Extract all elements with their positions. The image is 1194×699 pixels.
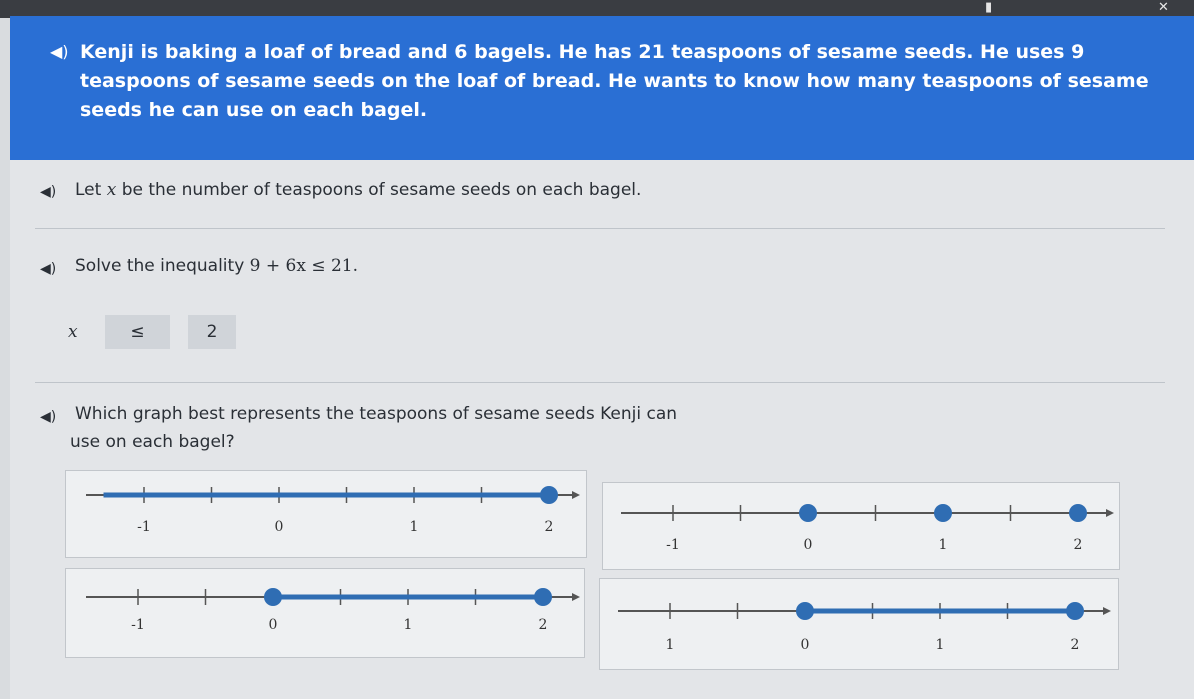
number-line-d xyxy=(600,579,1120,671)
graph-option-b[interactable] xyxy=(602,482,1120,570)
tick-label: 1 xyxy=(665,637,675,653)
problem-header xyxy=(10,16,1194,160)
inequality-instruction: Solve the inequality 9 + 6x ≤ 21. xyxy=(75,256,359,276)
solution-dot xyxy=(799,504,817,522)
axis-arrow-right xyxy=(1103,607,1111,615)
tick-label: 1 xyxy=(935,637,945,653)
question-area xyxy=(10,160,1194,699)
axis-arrow-right xyxy=(1106,509,1114,517)
number-line-b xyxy=(603,483,1121,571)
tick-label: 0 xyxy=(803,537,813,553)
tick-label: 2 xyxy=(1070,637,1080,653)
tick-label: 0 xyxy=(274,519,284,535)
number-line-c xyxy=(66,569,586,659)
graph-option-c[interactable] xyxy=(65,568,585,658)
solution-dot xyxy=(1069,504,1087,522)
tick-label: -1 xyxy=(666,537,680,553)
solution-dot xyxy=(796,602,814,620)
variable-definition: Let x be the number of teaspoons of sesame seeds on each bagel. xyxy=(75,180,642,200)
graph-question-line1: Which graph best represents the teaspoons of sesame seeds Kenji can xyxy=(75,404,678,424)
tick-label: -1 xyxy=(137,519,151,535)
tick-label: 2 xyxy=(1073,537,1083,553)
window-control-icon[interactable]: ▮ xyxy=(985,0,993,15)
tick-label: -1 xyxy=(131,617,145,633)
speaker-icon[interactable]: ◀) xyxy=(40,184,57,200)
solution-dot xyxy=(1066,602,1084,620)
inequality-symbol-box[interactable]: ≤ xyxy=(105,315,170,349)
tick-label: 1 xyxy=(409,519,419,535)
solution-dot xyxy=(934,504,952,522)
tick-label: 0 xyxy=(268,617,278,633)
solution-dot xyxy=(534,588,552,606)
tick-label: 1 xyxy=(403,617,413,633)
solution-dot xyxy=(540,486,558,504)
graph-option-d[interactable] xyxy=(599,578,1119,670)
divider xyxy=(35,382,1165,383)
speaker-icon[interactable]: ◀) xyxy=(40,409,57,425)
tick-label: 0 xyxy=(800,637,810,653)
tick-label: 2 xyxy=(538,617,548,633)
tick-label: 2 xyxy=(544,519,554,535)
graph-option-a[interactable] xyxy=(65,470,587,558)
solution-dot xyxy=(264,588,282,606)
problem-text: Kenji is baking a loaf of bread and 6 bagels. He has 21 teaspoons of sesame seeds. He uses 9 teaspoons of sesame seeds on the loaf of bread. He wants to know how many teaspoons of sesame seeds he can use on each bagel. xyxy=(80,41,1149,121)
axis-arrow-right xyxy=(572,491,580,499)
speaker-icon[interactable]: ◀) xyxy=(40,261,57,277)
axis-arrow-right xyxy=(572,593,580,601)
speaker-icon[interactable]: ◀) xyxy=(50,42,69,61)
graph-question-line2: use on each bagel? xyxy=(70,432,235,452)
answer-variable: x xyxy=(68,322,78,342)
answer-value-box[interactable]: 2 xyxy=(188,315,236,349)
tick-label: 1 xyxy=(938,537,948,553)
number-line-a xyxy=(66,471,588,559)
close-icon[interactable]: ✕ xyxy=(1158,0,1169,15)
divider xyxy=(35,228,1165,229)
